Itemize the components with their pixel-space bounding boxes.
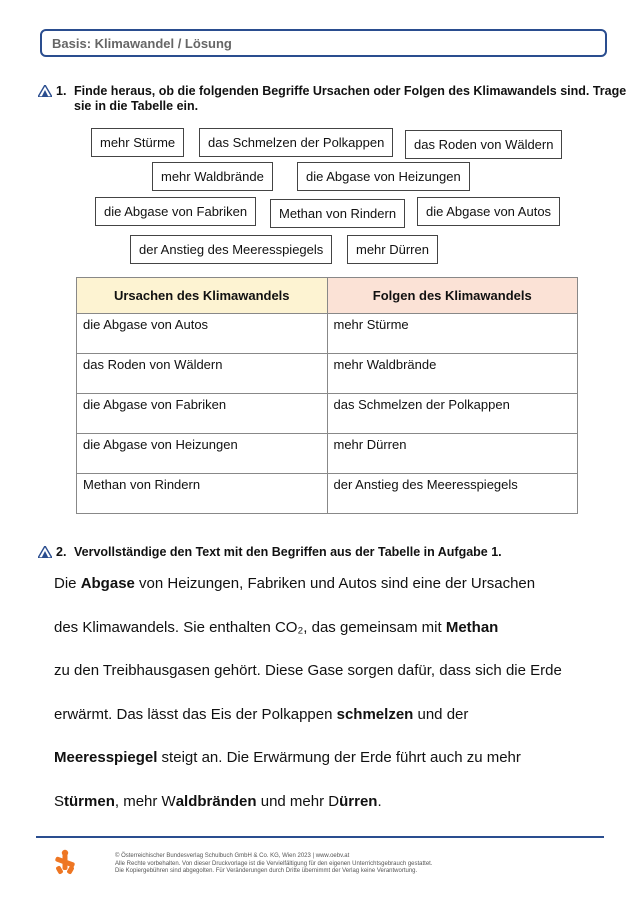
filled-answer: Abgase — [80, 575, 135, 592]
word-card: mehr Waldbrände — [152, 162, 273, 191]
cloze-text: des Klimawandels. Sie enthalten CO₂, das gemeinsam mit — [54, 619, 446, 636]
cloze-text: steigt an. Die Erwärmung der Erde führt auch zu mehr — [157, 749, 521, 766]
cloze-line — [54, 749, 594, 766]
cloze-line — [54, 662, 594, 679]
effect-cell: mehr Waldbrände — [327, 354, 578, 394]
effect-cell: das Schmelzen der Polkappen — [327, 394, 578, 434]
cloze-text: Die — [54, 575, 81, 592]
word-card: die Abgase von Heizungen — [297, 162, 470, 191]
table-row — [77, 394, 578, 434]
cloze-text: erwärmt. Das lässt das Eis der Polkappen — [54, 706, 337, 723]
table-row — [77, 434, 578, 474]
cause-cell: die Abgase von Heizungen — [77, 434, 328, 474]
filled-answer: türmen — [64, 793, 115, 810]
footer-line-3: Die Kopiergebühren sind abgegolten. Für Veränderungen durch Dritte übernimmt der Verlag keine Verantwortung. — [115, 868, 418, 874]
effect-cell: mehr Stürme — [327, 314, 578, 354]
cloze-line — [54, 619, 594, 636]
answer-table — [76, 277, 578, 514]
filled-answer: aldbränden — [175, 793, 257, 810]
word-card: die Abgase von Fabriken — [95, 197, 256, 226]
column-header-effects: Folgen des Klimawandels — [327, 278, 578, 314]
footer-divider — [36, 836, 604, 838]
table-row — [77, 354, 578, 394]
task-1-number: 1. — [56, 84, 67, 98]
cloze-text: von Heizungen, Fabriken und Autos sind eine der Ursachen — [134, 575, 536, 592]
effect-cell: mehr Dürren — [327, 434, 578, 474]
cloze-text: , mehr W — [114, 793, 176, 810]
cloze-text: S — [54, 793, 65, 810]
filled-answer: ürren — [339, 793, 378, 810]
cloze-line — [54, 793, 594, 810]
filled-answer: Meeresspiegel — [54, 749, 158, 766]
footer-copyright — [115, 853, 433, 876]
cloze-text: und der — [413, 706, 469, 723]
difficulty-triangle-icon — [38, 546, 52, 558]
filled-answer: Methan — [445, 619, 499, 636]
task-1-text: Finde heraus, ob die folgenden Begriffe Ursachen oder Folgen des Klimawandels sind. Trage sie in die Tabelle ein. — [74, 84, 627, 113]
cause-cell: die Abgase von Fabriken — [77, 394, 328, 434]
word-card: das Roden von Wäldern — [405, 130, 562, 159]
word-card: das Schmelzen der Polkappen — [199, 128, 393, 157]
cloze-line — [54, 706, 594, 723]
cloze-text: . — [377, 793, 382, 810]
cloze-line — [54, 575, 594, 592]
task-2-text: Vervollständige den Text mit den Begriffen aus der Tabelle in Aufgabe 1. — [74, 545, 502, 559]
table-row — [77, 314, 578, 354]
cloze-text: zu den Treibhausgasen gehört. Diese Gase sorgen dafür, dass sich die Erde — [54, 662, 562, 679]
table-row — [77, 474, 578, 514]
cause-cell: Methan von Rindern — [77, 474, 328, 514]
effect-cell: der Anstieg des Meeresspiegels — [327, 474, 578, 514]
footer-line-2: Alle Rechte vorbehalten. Von dieser Druckvorlage ist die Vervielfältigung für den eigenen Unterrichtsgebrauch gestattet. — [115, 860, 433, 867]
word-card: Methan von Rindern — [270, 199, 405, 228]
difficulty-triangle-icon — [38, 85, 52, 97]
cloze-text: und mehr D — [256, 793, 340, 810]
column-header-causes: Ursachen des Klimawandels — [77, 278, 328, 314]
worksheet-title: Basis: Klimawandel / Lösung — [40, 29, 607, 57]
task-2-number: 2. — [56, 545, 67, 559]
word-card: mehr Stürme — [91, 128, 184, 157]
word-card: mehr Dürren — [347, 235, 438, 264]
word-card: die Abgase von Autos — [417, 197, 560, 226]
footer-line-1: © Österreichischer Bundesverlag Schulbuch GmbH & Co. KG, Wien 2023 | www.oebv.at — [115, 853, 350, 859]
word-card: der Anstieg des Meeresspiegels — [130, 235, 332, 264]
cause-cell: das Roden von Wäldern — [77, 354, 328, 394]
cause-cell: die Abgase von Autos — [77, 314, 328, 354]
filled-answer: schmelzen — [336, 706, 414, 723]
publisher-logo-icon — [52, 849, 78, 875]
